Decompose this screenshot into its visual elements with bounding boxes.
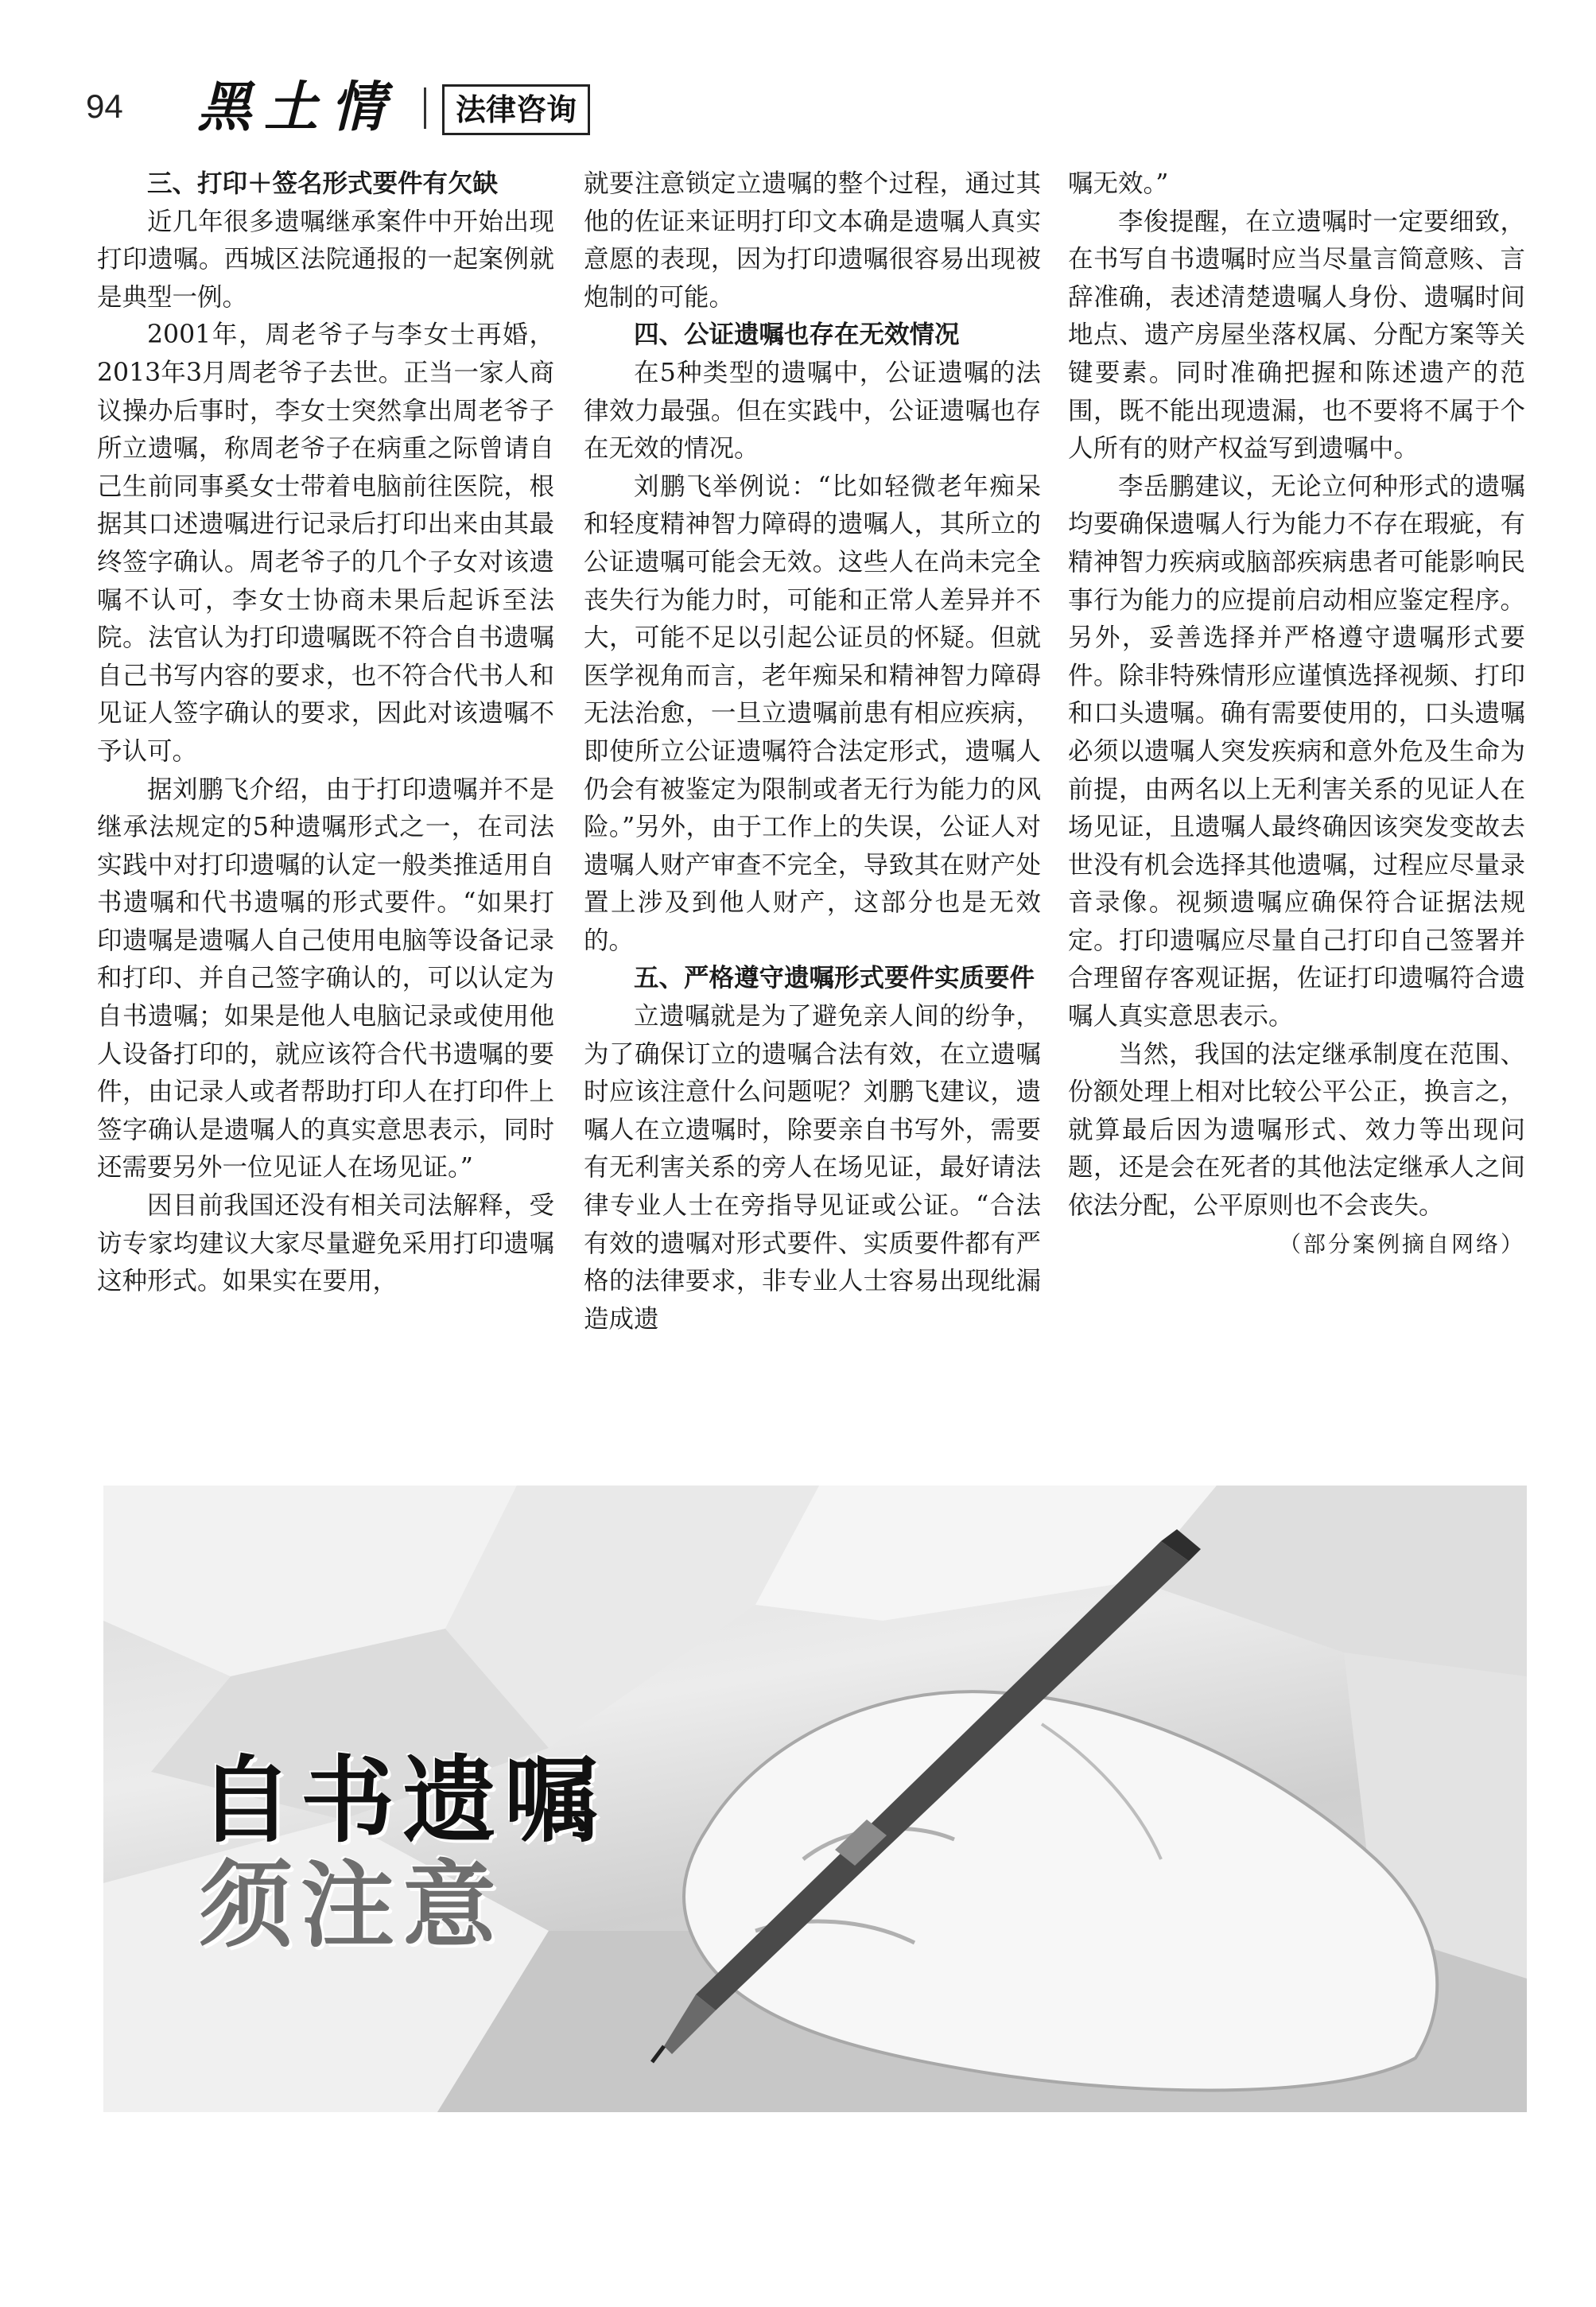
paragraph: 当然，我国的法定继承制度在范围、份额处理上相对比较公平公正，换言之，就算最后因为遗嘱形式、效力等出现问题，还是会在死者的其他法定继承人之间依法分配，公平原则也不会丧失。 bbox=[1068, 1039, 1525, 1221]
paragraph: 据刘鹏飞介绍，由于打印遗嘱并不是继承法规定的5种遗嘱形式之一，在司法实践中对打印遗嘱的认定一般类推适用自书遗嘱和代书遗嘱的形式要件。“如果打印遗嘱是遗嘱人自己使用电脑等设备记录和打印、并自己签字确认的，可以认定为自书遗嘱；如果是他人电脑记录或使用他人设备打印的，就应该符合代书遗嘱的要件，由记录人或者帮助打印人在打印件上签字确认是遗嘱人的真实意思表示，同时还需要另外一位见证人在场见证。” bbox=[97, 775, 554, 1183]
paragraph: 在5种类型的遗嘱中，公证遗嘱的法律效力最强。但在实践中，公证遗嘱也存在无效的情况。 bbox=[584, 358, 1041, 464]
article-column-3 bbox=[1068, 165, 1525, 1263]
source-note: （部分案例摘自网络） bbox=[1278, 1230, 1525, 1257]
paragraph: 李岳鹏建议，无论立何种形式的遗嘱均要确保遗嘱人行为能力不存在瑕疵，有精神智力疾病或脑部疾病患者可能影响民事行为能力的应提前启动相应鉴定程序。另外，妥善选择并严格遵守遗嘱形式要件。除非特殊情形应谨慎选择视频、打印和口头遗嘱。确有需要使用的，口头遗嘱必须以遗嘱人突发疾病和意外危及生命为前提，由两名以上无利害关系的见证人在场见证，且遗嘱人最终确因该突发变故去世没有机会选择其他遗嘱，过程应尽量录音录像。视频遗嘱应确保符合证据法规定。打印遗嘱应尽量自己打印自己签署并合理留存客观证据，佐证打印遗嘱符合遗嘱人真实意思表示。 bbox=[1068, 472, 1525, 1031]
page-header bbox=[86, 76, 1533, 139]
paragraph: 近几年很多遗嘱继承案件中开始出现打印遗嘱。西城区法院通报的一起案例就是典型一例。 bbox=[97, 207, 554, 312]
section-badge: 法律咨询 bbox=[442, 84, 590, 135]
illustration-title-line1: 自书遗嘱 bbox=[199, 1746, 607, 1855]
illustration-title bbox=[199, 1748, 606, 1958]
article-column-1 bbox=[97, 165, 554, 1301]
paragraph: 李俊提醒，在立遗嘱时一定要细致，在书写自书遗嘱时应当尽量言简意赅、言辞准确，表述清楚遗嘱人身份、遗嘱时间地点、遗产房屋坐落权属、分配方案等关键要素。同时准确把握和陈述遗产的范围，既不能出现遗漏，也不要将不属于个人所有的财产权益写到遗嘱中。 bbox=[1068, 207, 1525, 464]
paragraph: 刘鹏飞举例说：“比如轻微老年痴呆和轻度精神智力障碍的遗嘱人，其所立的公证遗嘱可能会无效。这些人在尚未完全丧失行为能力时，可能和正常人差异并不大，可能不足以引起公证员的怀疑。但就医学视角而言，老年痴呆和精神智力障碍无法治愈，一旦立遗嘱前患有相应疾病，即使所立公证遗嘱符合法定形式，遗嘱人仍会有被鉴定为限制或者无行为能力的风险。”另外，由于工作上的失误，公证人对遗嘱人财产审查不完全，导致其在财产处置上涉及到他人财产，这部分也是无效的。 bbox=[584, 472, 1041, 955]
section-heading-strict: 五、严格遵守遗嘱形式要件实质要件 bbox=[634, 964, 1035, 993]
section-heading-notary: 四、公证遗嘱也存在无效情况 bbox=[634, 320, 960, 350]
paragraph: 立遗嘱就是为了避免亲人间的纷争，为了确保订立的遗嘱合法有效，在立遗嘱时应该注意什么问题呢？刘鹏飞建议，遗嘱人在立遗嘱时，除要亲自书写外，需要有无利害关系的旁人在场见证，最好请法律专业人士在旁指导见证或公证。“合法有效的遗嘱对形式要件、实质要件都有严格的法律要求，非专业人士容易出现纰漏造成遗 bbox=[584, 1002, 1041, 1334]
masthead-logo: 黑土情 bbox=[197, 76, 398, 139]
paragraph-continued: 嘱无效。” bbox=[1068, 169, 1169, 198]
header-divider bbox=[424, 87, 426, 129]
section-heading-print: 三、打印＋签名形式要件有欠缺 bbox=[147, 169, 499, 198]
illustration-title-line2: 须注意 bbox=[199, 1851, 505, 1960]
paragraph: 2001年，周老爷子与李女士再婚，2013年3月周老爷子去世。正当一家人商议操办后事时，李女士突然拿出周老爷子所立遗嘱，称周老爷子在病重之际曾请自己生前同事奚女士带着电脑前往医院，根据其口述遗嘱进行记录后打印出来由其最终签字确认。周老爷子的几个子女对该遗嘱不认可，李女士协商未果后起诉至法院。法官认为打印遗嘱既不符合自书遗嘱自己书写内容的要求，也不符合代书人和见证人签字确认的要求，因此对该遗嘱不予认可。 bbox=[97, 320, 554, 766]
article-column-2 bbox=[584, 165, 1041, 1338]
paragraph-continued: 就要注意锁定立遗嘱的整个过程，通过其他的佐证来证明打印文本确是遗嘱人真实意愿的表现，因为打印遗嘱很容易出现被炮制的可能。 bbox=[584, 169, 1041, 312]
paragraph: 因目前我国还没有相关司法解释，受访专家均建议大家尽量避免采用打印遗嘱这种形式。如果实在要用， bbox=[97, 1191, 554, 1296]
article-illustration bbox=[103, 1486, 1527, 2112]
page-number: 94 bbox=[86, 87, 123, 125]
